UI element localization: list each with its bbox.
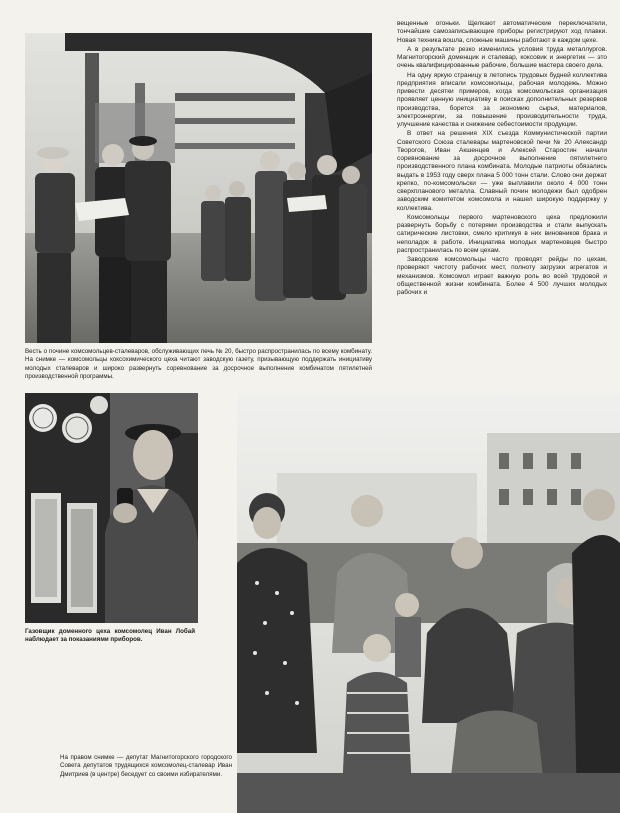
caption-mid-left: Газовщик доменного цеха комсомолец Иван Лобай наблюдает за показаниями приборов.: [25, 628, 195, 644]
article-paragraph: А в результате резко изменились условия труда металлургов. Магнитогорский доменщик и сталевар, коксовик и энергетик — это очень квалифицированные рабочие, большие мастера своего дела.: [397, 45, 607, 70]
article-column: [397, 20, 607, 298]
photo-steelworkers-reading-newspaper: [25, 33, 372, 343]
article-paragraph: На одну яркую страницу в летопись трудовых будней коллектива предприятия вписали комсомольцы, рабочая молодежь. Можно привести десятки примеров, когда комсомольская организация проявляет ценную инициативу в поисках дополнительных резервов производства, борется за экономию сырья, материалов, электроэнергии, за повышение производительности труда, улучшение качества и снижение себестоимости продукции.: [397, 71, 607, 128]
article-paragraph: вещенные огоньки. Щелкают автоматические переключатели, тончайшие самозаписывающие приборы регистрируют ход плавки. Новая техника вошла, сложные машины работают в каждом цехе.: [397, 20, 607, 44]
caption-top: Весть о почине комсомольцев-сталеваров, обслуживающих печь № 20, быстро распространилась по всему комбинату. На снимке — комсомольцы коксохимического цеха читают заводскую газету, призывающую поддержать инициативу молодых сталеваров и широко развернуть соревнование за досрочное выполнение комбинатом пятилетней производственной программы.: [25, 348, 372, 380]
caption-bottom: На правом снимке — депутат Магнитогорского городского Совета депутатов трудящихся комсомолец-сталевар Иван Дмитриев (в центре) беседует со своими избирателями.: [60, 754, 232, 778]
photo-gas-operator-on-phone: [25, 393, 198, 623]
article-paragraph: Комсомольцы первого мартеновского цеха предложили развернуть борьбу с потерями производства и стали выпускать сатирические листовки, смело критикуя в них виновников брака и неполадок в работе. Инициатива молодых мартеновцев быстро распространилась по всем цехам.: [397, 213, 607, 254]
photo-deputy-meets-voters: [237, 393, 620, 813]
article-paragraph: Заводские комсомольцы часто проводят рейды по цехам, проверяют чистоту рабочих мест, полноту загрузки агрегатов и механизмов. Комсомол играет важную роль во всей трудовой и общественной жизни комбината. Более 4 500 лучших молодых рабочих и: [397, 256, 607, 296]
article-paragraph: В ответ на решения XIX съезда Коммунистической партии Советского Союза сталевары мартеновской печи № 20 Александр Творогов, Иван Акшенцев и Алексей Старостин начали соревнование за досрочное выполнение пятилетнего производственного плана комбината. Молодые патриоты обязались выдать в 1953 году сверх плана 5 000 тонн стали. Слово они держат крепко, по-комсомольски — уже выплавили около 4 000 тонн сверхпланового металла. Славный почин молодежи был одобрен заводским комитетом комсомола и нашел широкую поддержку у коллектива.: [397, 130, 607, 212]
